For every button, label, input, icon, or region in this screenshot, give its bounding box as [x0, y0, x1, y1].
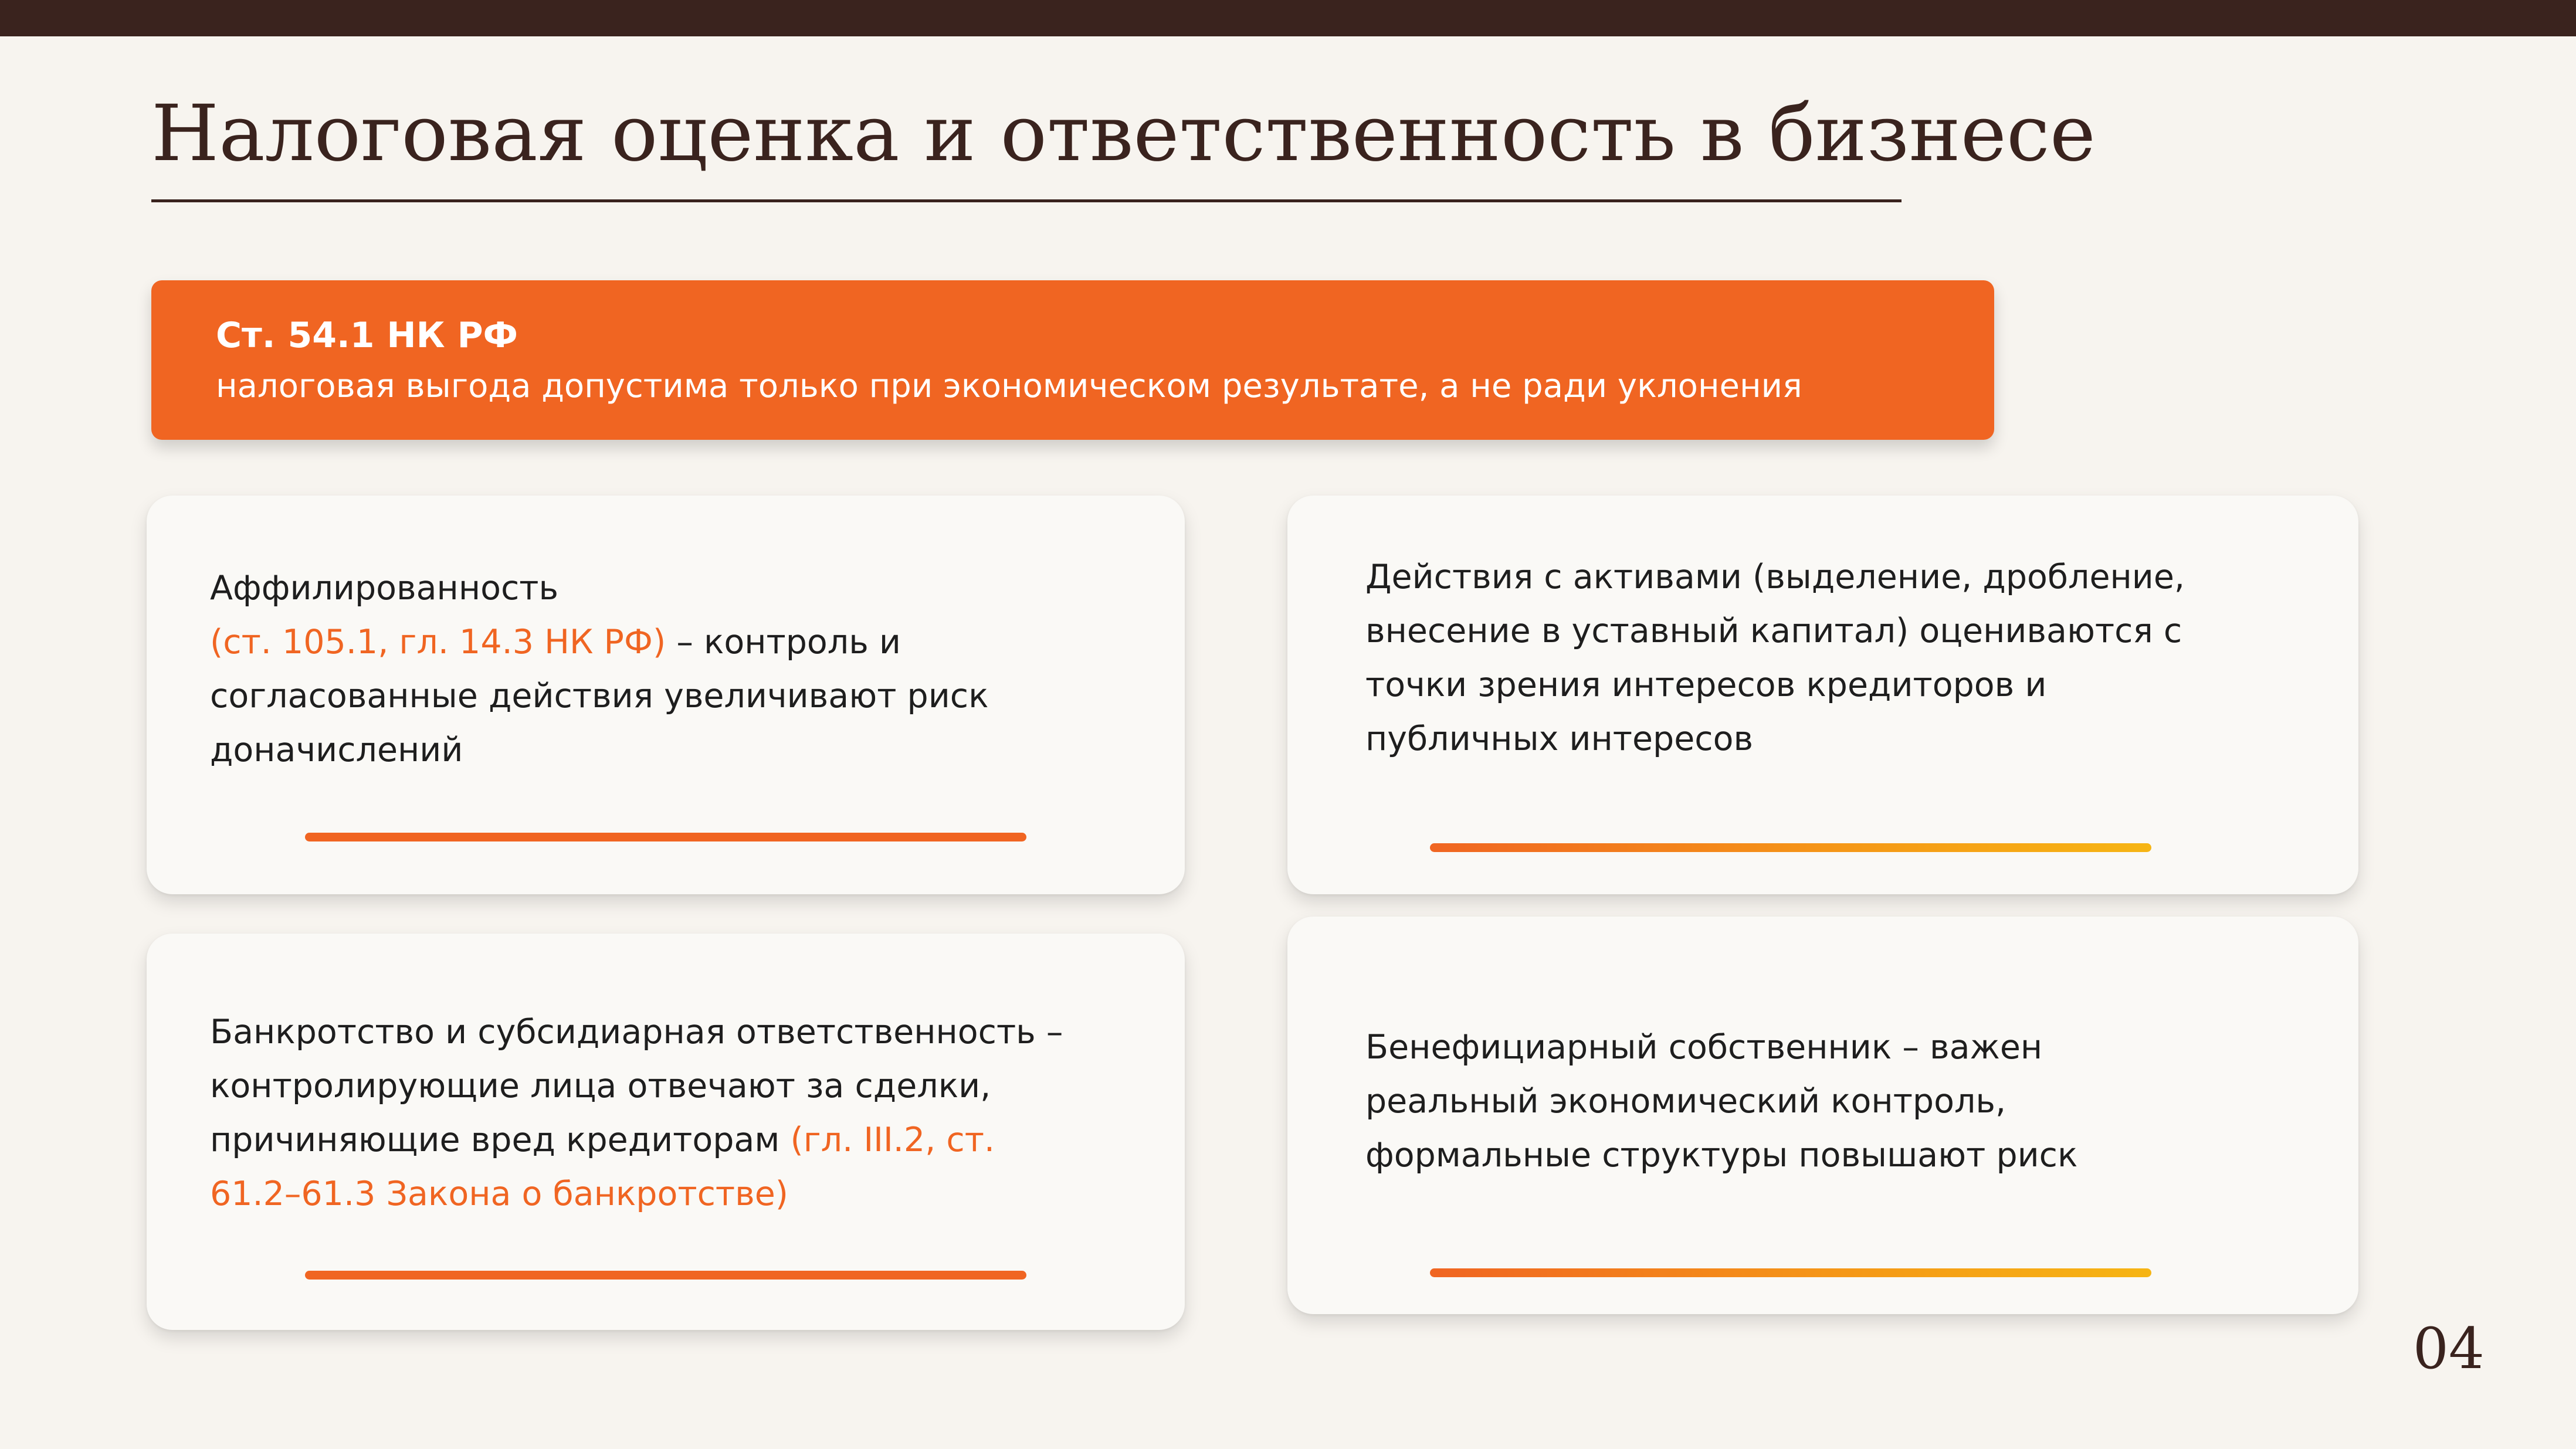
card-text-line: доначислений [210, 731, 463, 769]
card-text-fragment: причиняющие вред кредиторам [210, 1121, 791, 1159]
card-text-line: Банкротство и субсидиарная ответственность – [210, 1013, 1063, 1051]
card-text-line: Бенефициарный собственник – важен [1365, 1028, 2043, 1067]
card-text-line: контролирующие лица отвечают за сделки, [210, 1067, 991, 1105]
card-accent-bar [1430, 843, 2151, 852]
card-bankruptcy-text [210, 1005, 1063, 1221]
card-assets [1287, 496, 2358, 894]
card-text-line: формальные структуры повышают риск [1365, 1136, 2078, 1175]
card-text-line: внесение в уставный капитал) оцениваются с [1365, 612, 2182, 650]
card-text-line: Аффилированность [210, 569, 559, 608]
card-affiliation [147, 496, 1185, 894]
article-banner [151, 280, 1994, 440]
legal-reference: (ст. 105.1, гл. 14.3 НК РФ) [210, 623, 666, 661]
legal-reference: (гл. III.2, ст. [790, 1121, 995, 1159]
card-text-line: публичных интересов [1365, 720, 1754, 758]
card-text-line: Действия с активами (выделение, дробление, [1365, 558, 2185, 596]
title-underline [151, 199, 1902, 202]
card-beneficiary [1287, 917, 2358, 1314]
card-text-line: точки зрения интересов кредиторов и [1365, 666, 2047, 704]
card-assets-text [1365, 550, 2185, 766]
card-text-line: согласованные действия увеличивают риск [210, 677, 989, 715]
card-text-line [210, 1113, 1063, 1167]
card-affiliation-text [210, 561, 989, 777]
card-accent-bar [305, 1271, 1026, 1280]
card-text-line [210, 615, 989, 669]
card-beneficiary-text [1365, 1020, 2077, 1182]
card-accent-bar [1430, 1268, 2151, 1277]
legal-reference: 61.2–61.3 Закона о банкротстве) [210, 1175, 789, 1213]
top-bar [0, 0, 2576, 36]
page-title: Налоговая оценка и ответственность в бизнесе [151, 89, 2096, 179]
banner-heading: Ст. 54.1 НК РФ [216, 315, 518, 356]
card-text-line: реальный экономический контроль, [1365, 1082, 2006, 1121]
card-bankruptcy [147, 934, 1185, 1330]
banner-text: налоговая выгода допустима только при экономическом результате, а не ради уклонения [216, 367, 1802, 405]
card-text-fragment: – контроль и [666, 623, 901, 661]
card-accent-bar [305, 833, 1026, 841]
page-number: 04 [2412, 1316, 2485, 1382]
